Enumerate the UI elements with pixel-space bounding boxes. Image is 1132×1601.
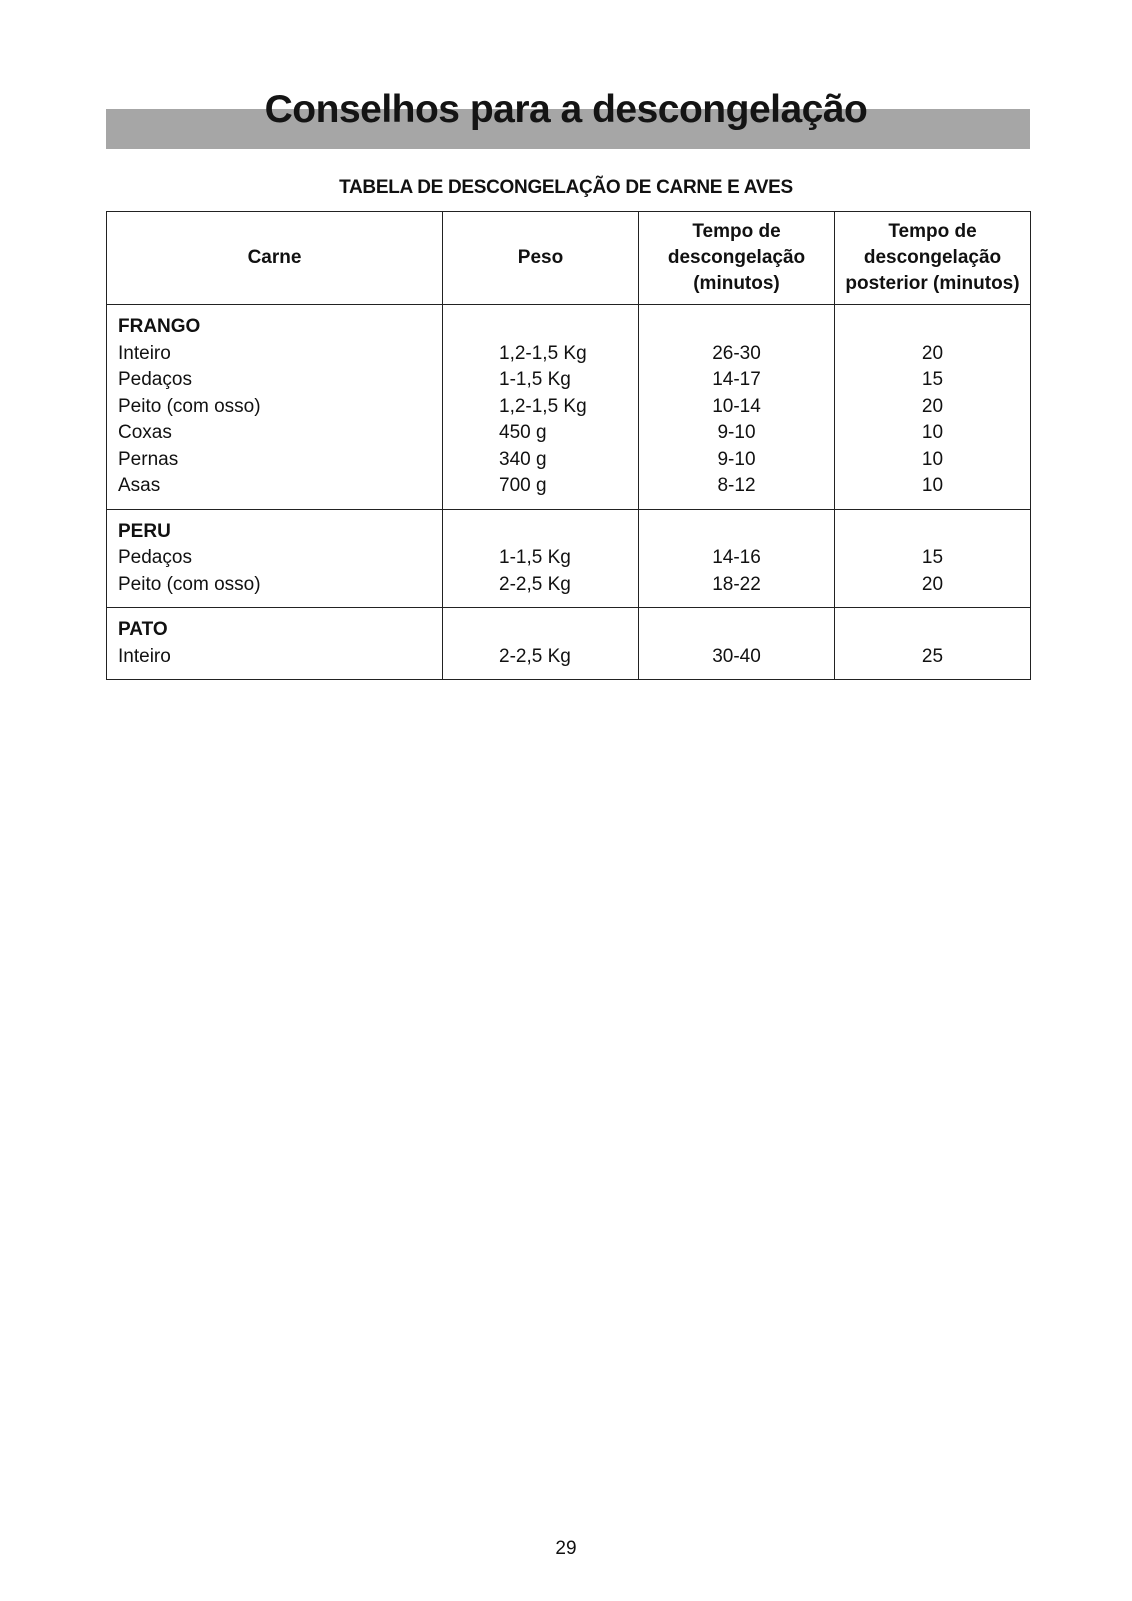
table-header-row — [107, 212, 1031, 305]
meat-value: Inteiro — [118, 342, 171, 364]
group-spacer — [639, 519, 834, 546]
weight-value: 340 g — [499, 448, 547, 470]
defrost-table — [106, 211, 1031, 680]
group-spacer — [443, 519, 638, 546]
meat-value: Pernas — [118, 448, 179, 470]
weight-cell — [443, 305, 639, 510]
header-standing-time-line: descongelação — [863, 247, 1002, 268]
meat-value: Coxas — [118, 422, 172, 443]
defrost-time-cell — [639, 509, 835, 608]
group-spacer — [443, 617, 638, 644]
header-defrost-time-line: (minutos) — [693, 273, 780, 294]
table-row-group-peru — [107, 509, 1031, 608]
standing-time-cell — [835, 509, 1031, 608]
weight-value: 450 g — [499, 422, 547, 443]
group-spacer — [443, 314, 638, 341]
meat-value: Peito (com osso) — [118, 395, 261, 417]
page-number: 29 — [555, 1538, 577, 1559]
weight-value: 700 g — [499, 475, 547, 496]
defrost-time-cell — [639, 305, 835, 510]
group-name: FRANGO — [118, 316, 201, 337]
header-standing-time — [835, 212, 1031, 305]
page-title: Conselhos para a descongelação — [264, 88, 868, 131]
header-meat-label: Carne — [247, 247, 302, 268]
header-defrost-time-line: Tempo de — [692, 221, 781, 242]
standing-time-cell — [835, 608, 1031, 680]
table-row-group-pato — [107, 608, 1031, 680]
weight-value: 2-2,5 Kg — [499, 573, 571, 595]
standing-time-value: 10 — [921, 422, 944, 443]
weight-cell — [443, 509, 639, 608]
weight-value: 1,2-1,5 Kg — [499, 395, 587, 417]
standing-time-value: 15 — [921, 369, 944, 390]
standing-time-value: 20 — [921, 395, 944, 417]
meat-value: Asas — [118, 475, 161, 496]
defrost-time-value: 14-16 — [712, 547, 761, 568]
meat-cell — [107, 509, 443, 608]
header-weight-label: Peso — [517, 247, 564, 268]
standing-time-value: 20 — [921, 573, 944, 595]
defrost-time-value: 18-22 — [712, 573, 761, 595]
header-defrost-time — [639, 212, 835, 305]
defrost-time-value: 14-17 — [712, 369, 761, 390]
weight-value: 2-2,5 Kg — [499, 645, 571, 667]
meat-cell — [107, 305, 443, 510]
group-spacer — [639, 617, 834, 644]
group-spacer — [835, 617, 1030, 644]
header-meat — [107, 212, 443, 305]
defrost-time-cell — [639, 608, 835, 680]
group-name: PATO — [118, 619, 168, 640]
standing-time-value: 10 — [921, 448, 944, 470]
meat-value: Inteiro — [118, 645, 171, 667]
weight-value: 1,2-1,5 Kg — [499, 342, 587, 364]
weight-value: 1-1,5 Kg — [499, 547, 571, 568]
meat-value: Peito (com osso) — [118, 573, 261, 595]
table-row-group-frango — [107, 305, 1031, 510]
group-spacer — [835, 314, 1030, 341]
standing-time-value: 25 — [921, 645, 944, 667]
standing-time-cell — [835, 305, 1031, 510]
standing-time-value: 10 — [921, 475, 944, 496]
group-spacer — [639, 314, 834, 341]
group-spacer — [835, 519, 1030, 546]
group-name: PERU — [118, 520, 171, 542]
weight-value: 1-1,5 Kg — [499, 369, 571, 390]
header-standing-time-line: Tempo de — [888, 221, 977, 242]
meat-value: Pedaços — [118, 547, 192, 568]
defrost-time-value: 30-40 — [712, 645, 761, 667]
defrost-time-value: 10-14 — [712, 395, 761, 417]
header-weight — [443, 212, 639, 305]
weight-cell — [443, 608, 639, 680]
defrost-time-value: 26-30 — [712, 342, 761, 364]
standing-time-value: 15 — [921, 547, 944, 568]
defrost-time-value: 9-10 — [717, 448, 756, 470]
meat-cell — [107, 608, 443, 680]
standing-time-value: 20 — [921, 342, 944, 364]
header-standing-time-line: posterior (minutos) — [845, 273, 1020, 294]
defrost-time-value: 9-10 — [717, 422, 756, 443]
table-body — [107, 305, 1031, 680]
meat-value: Pedaços — [118, 369, 192, 390]
header-defrost-time-line: descongelação — [667, 247, 806, 268]
defrost-time-value: 8-12 — [717, 475, 756, 496]
table-title: TABELA DE DESCONGELAÇÃO DE CARNE E AVES — [339, 177, 793, 198]
